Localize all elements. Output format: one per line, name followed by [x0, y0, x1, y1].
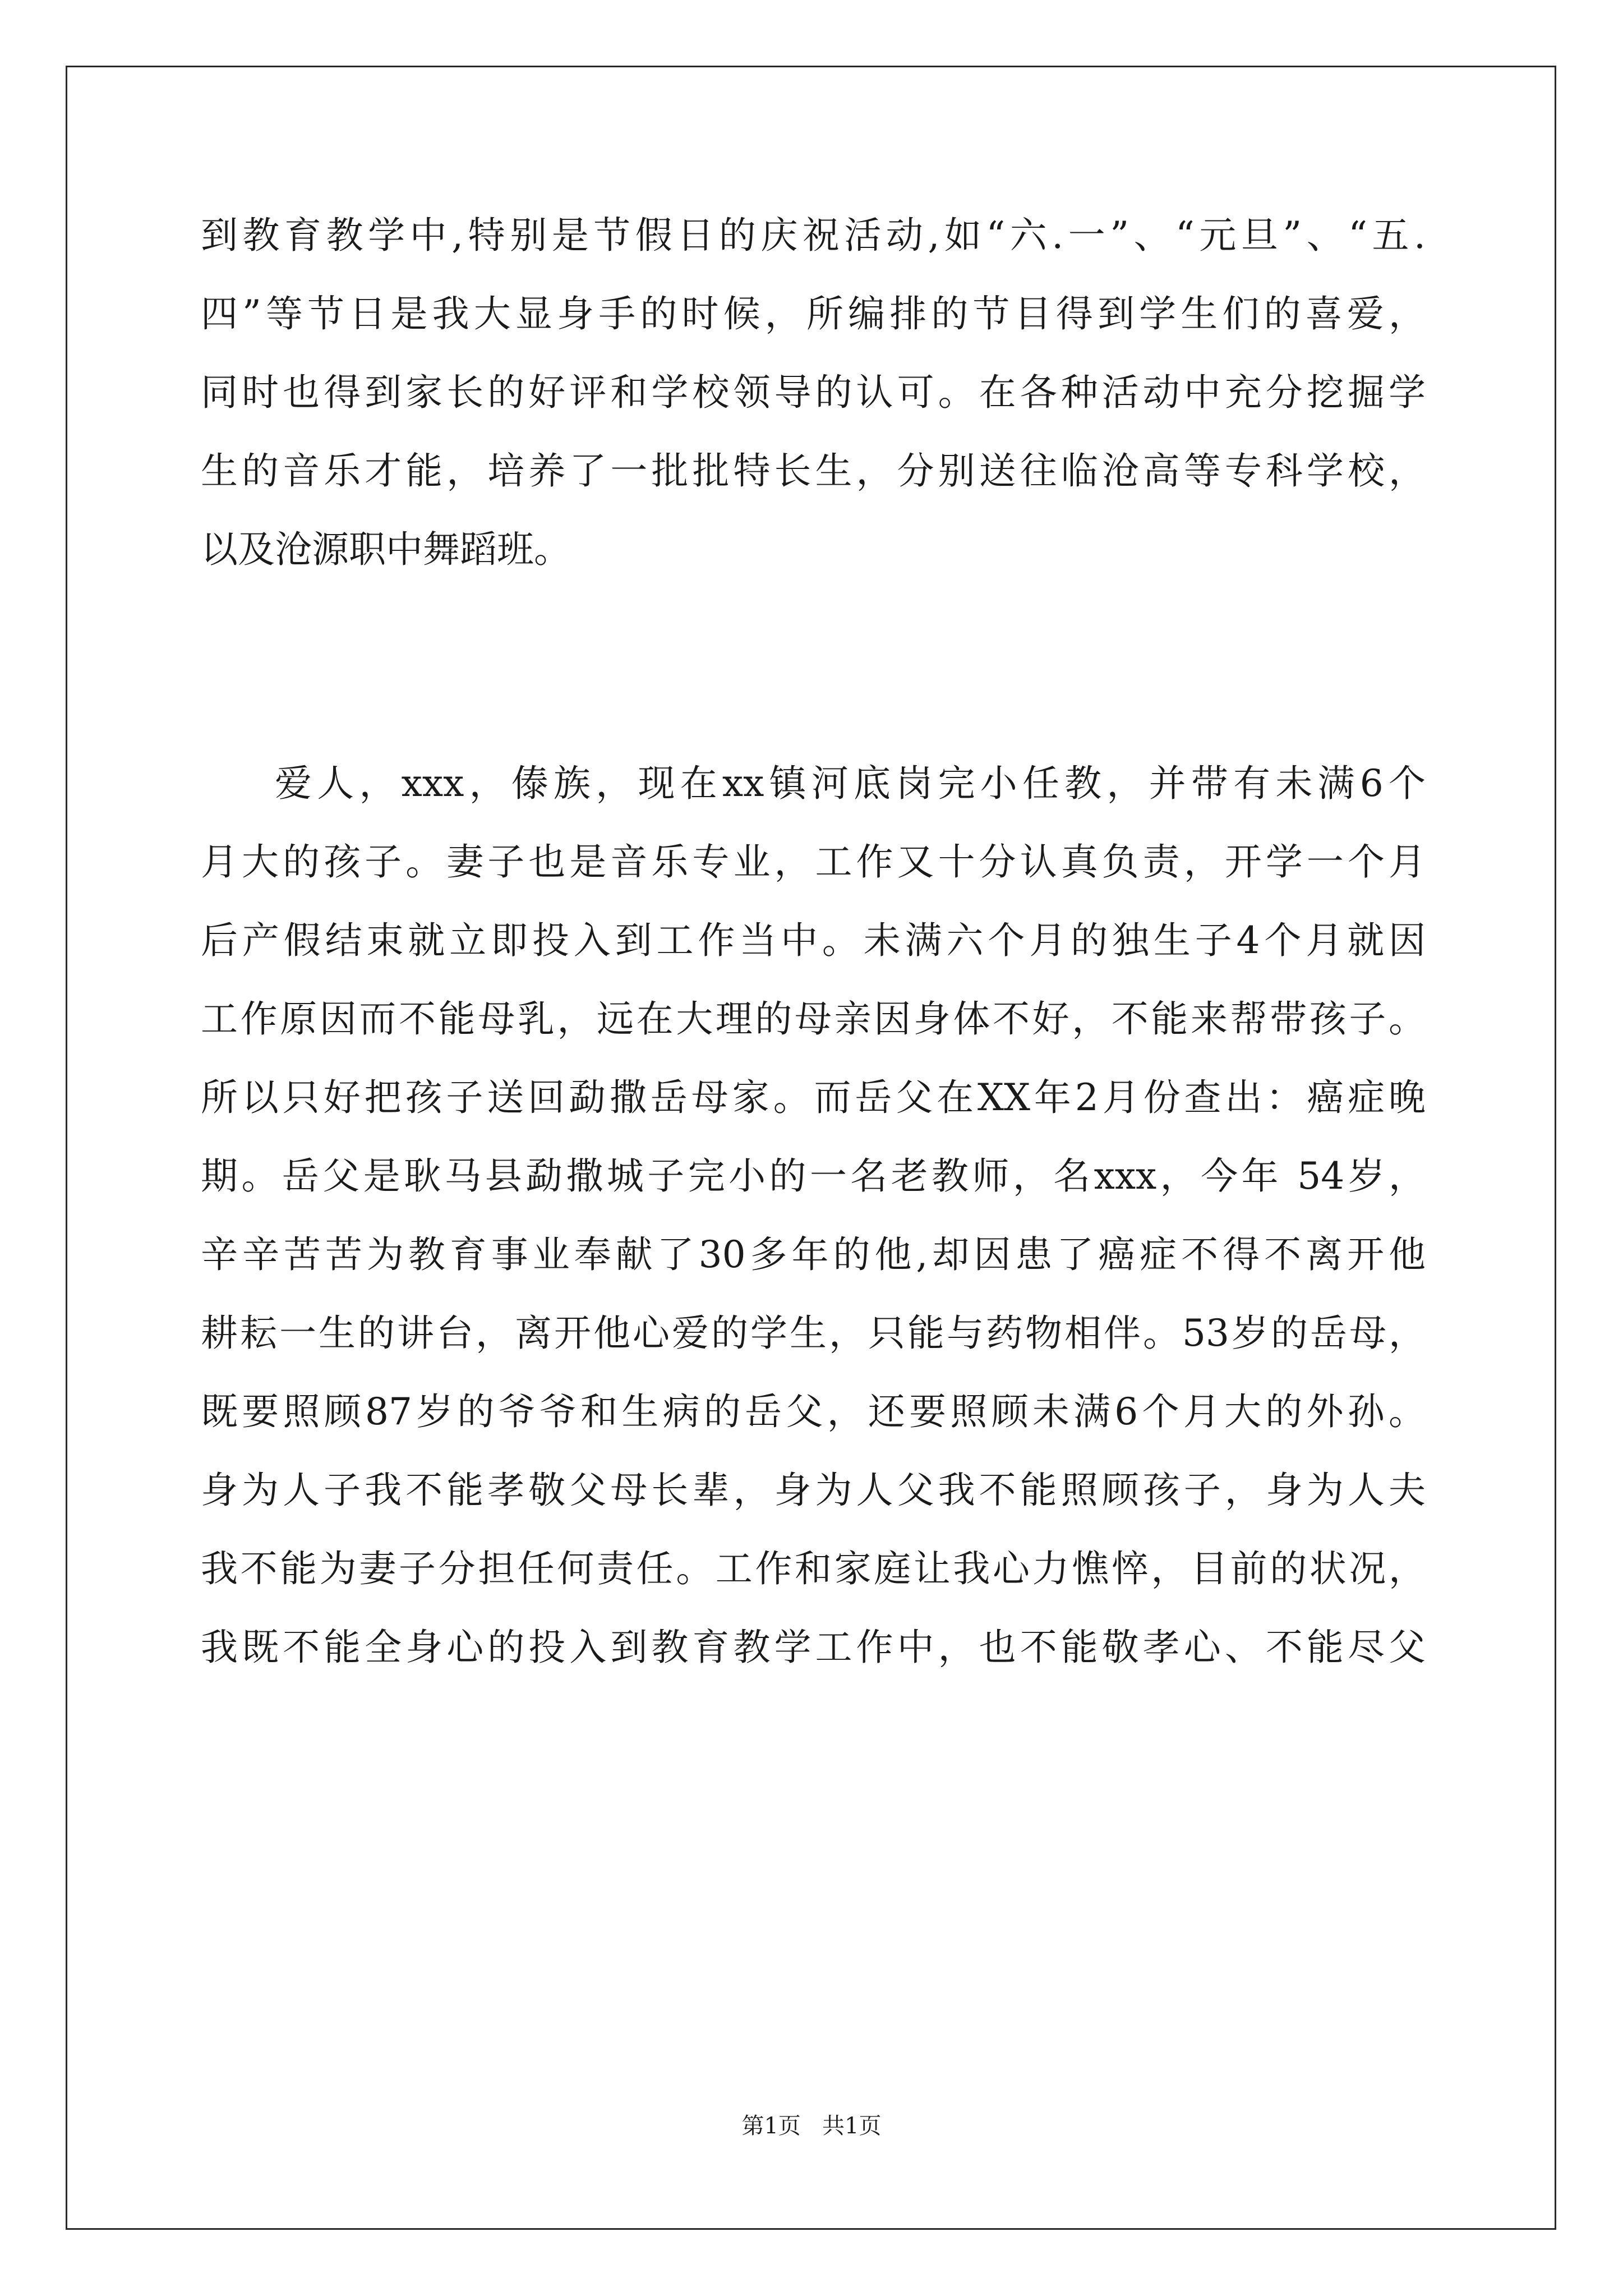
body-line-14: 既要照顾87岁的爷爷和生病的岳父，还要照顾未满6个月大的外孙。: [201, 1390, 1426, 1433]
body-line-12: 辛辛苦苦为教育事业奉献了30多年的他,却因患了癌症不得不离开他: [201, 1233, 1426, 1276]
body-line-8: 后产假结束就立即投入到工作当中。未满六个月的独生子4个月就因: [201, 919, 1426, 962]
body-line-5: 以及沧源职中舞蹈班。: [201, 528, 571, 571]
body-line-2: 四”等节日是我大显身手的时候，所编排的节目得到学生们的喜爱，: [201, 292, 1426, 335]
body-line-4: 生的音乐才能，培养了一批批特长生，分别送往临沧高等专科学校，: [201, 449, 1426, 493]
body-line-16: 我不能为妻子分担任何责任。工作和家庭让我心力憔悴，目前的状况，: [201, 1547, 1426, 1590]
page-footer: 第1页 共1页: [741, 2113, 882, 2139]
body-line-9: 工作原因而不能母乳，远在大理的母亲因身体不好，不能来帮带孩子。: [201, 997, 1426, 1041]
body-line-1: 到教育教学中,特别是节假日的庆祝活动,如“六.一”、“元旦”、“五.: [201, 214, 1426, 257]
body-line-3: 同时也得到家长的好评和学校领导的认可。在各种活动中充分挖掘学: [201, 371, 1426, 414]
body-line-10: 所以只好把孩子送回勐撒岳母家。而岳父在XX年2月份查出：癌症晚: [201, 1076, 1426, 1119]
body-line-7: 月大的孩子。妻子也是音乐专业，工作又十分认真负责，开学一个月: [201, 840, 1426, 884]
body-line-6: 爱人，xxx，傣族，现在xx镇河底岗完小任教，并带有未满6个: [275, 762, 1426, 805]
body-line-11: 期。岳父是耿马县勐撒城子完小的一名老教师，名xxx，今年 54岁，: [201, 1154, 1426, 1198]
body-line-13: 耕耘一生的讲台，离开他心爱的学生，只能与药物相伴。53岁的岳母，: [201, 1312, 1426, 1355]
body-line-17: 我既不能全身心的投入到教育教学工作中，也不能敬孝心、不能尽父: [201, 1626, 1426, 1669]
body-line-15: 身为人子我不能孝敬父母长辈，身为人父我不能照顾孩子，身为人夫: [201, 1469, 1426, 1512]
